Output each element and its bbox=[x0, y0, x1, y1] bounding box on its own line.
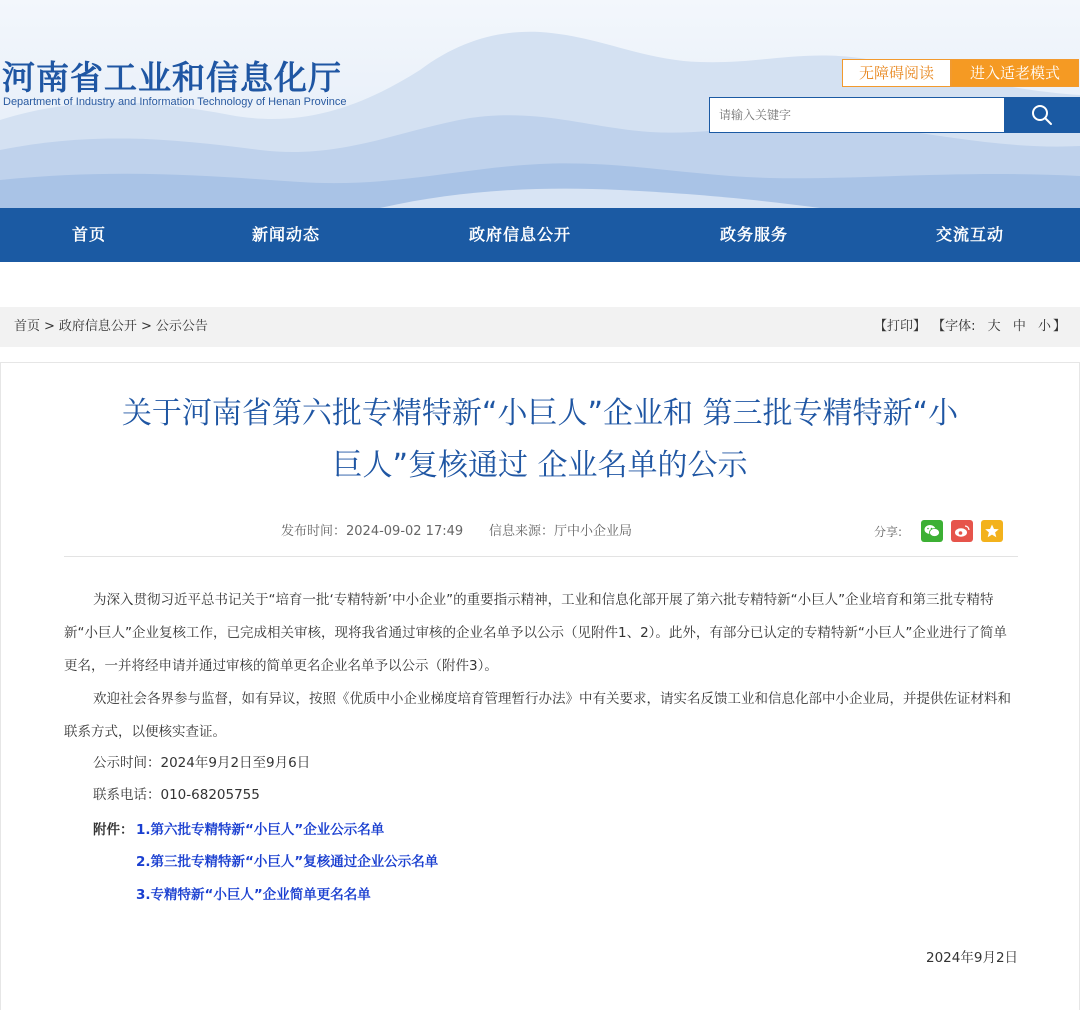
site-logo-subtitle: Department of Industry and Information Technology of Henan Province bbox=[3, 96, 347, 108]
attachment-link-1[interactable]: 1.第六批专精特新“小巨人”企业公示名单 bbox=[136, 822, 385, 838]
favorite-share-icon[interactable] bbox=[981, 520, 1003, 542]
breadcrumb-home[interactable]: 首页 bbox=[14, 319, 41, 334]
nav-item-gov-info[interactable]: 政府信息公开 bbox=[469, 225, 572, 244]
search-button[interactable] bbox=[1004, 97, 1080, 133]
font-size-label: 【字体: bbox=[932, 319, 976, 334]
weibo-glyph bbox=[954, 524, 970, 538]
info-source: 信息来源：厅中小企业局 bbox=[489, 524, 633, 539]
meta-divider bbox=[64, 556, 1018, 557]
star-glyph bbox=[984, 523, 1000, 539]
search-input[interactable] bbox=[710, 98, 1004, 132]
attachment-link-2[interactable]: 2.第三批专精特新“小巨人”复核通过企业公示名单 bbox=[136, 854, 439, 870]
font-large-button[interactable]: 大 bbox=[987, 319, 1001, 334]
breadcrumb-notice[interactable]: 公示公告 bbox=[155, 319, 208, 334]
article-title-line1: 关于河南省第六批专精特新“小巨人”企业和 第三批专精特新“小 bbox=[121, 396, 959, 431]
wechat-glyph bbox=[924, 524, 940, 538]
article-paragraph-1: 为深入贯彻习近平总书记关于“培育一批‘专精特新’中小企业”的重要指示精神，工业和信息化部开展了第六批专精特新“小巨人”企业培育和第三批专精特新“小巨人”企业复核工作，已完成相关审核，现将我省通过审核的企业名单予以公示（见附件1、2）。此外，有部分已认定的专精特新“小巨人”企业进行了简单更名，一并将经申请并通过审核的简单更名企业名单予以公示（附件3）。 bbox=[64, 592, 1007, 674]
publish-time: 发布时间：2024-09-02 17:49 bbox=[281, 524, 464, 539]
site-logo-title[interactable]: 河南省工业和信息化厅 bbox=[2, 58, 342, 97]
elder-mode-button[interactable]: 进入适老模式 bbox=[951, 59, 1079, 87]
article-title-line2: 巨人”复核通过 企业名单的公示 bbox=[332, 448, 748, 483]
contact-phone: 联系电话：010-68205755 bbox=[93, 787, 260, 803]
print-button[interactable]: 【打印】 bbox=[873, 319, 926, 334]
breadcrumb-bar bbox=[0, 307, 1080, 347]
page-tools bbox=[872, 307, 1066, 347]
article-title bbox=[60, 388, 1020, 492]
wechat-share-icon[interactable] bbox=[921, 520, 943, 542]
sign-date: 2024年9月2日 bbox=[926, 950, 1019, 966]
article-paragraph-2: 欢迎社会各界参与监督，如有异议，按照《优质中小企业梯度培育管理暂行办法》中有关要求，请实名反馈工业和信息化部中小企业局，并提供佐证材料和联系方式，以便核实查证。 bbox=[64, 691, 1011, 740]
font-small-button[interactable]: 小 bbox=[1037, 319, 1051, 334]
font-medium-button[interactable]: 中 bbox=[1012, 319, 1026, 334]
weibo-share-icon[interactable] bbox=[951, 520, 973, 542]
share-label: 分享: bbox=[874, 525, 903, 539]
breadcrumb bbox=[14, 307, 208, 347]
nav-item-news[interactable]: 新闻动态 bbox=[252, 225, 321, 244]
nav-item-home[interactable]: 首页 bbox=[72, 225, 107, 244]
breadcrumb-gov-info[interactable]: 政府信息公开 bbox=[58, 319, 137, 334]
site-header bbox=[0, 0, 1080, 208]
attachment-link-3[interactable]: 3.专精特新“小巨人”企业简单更名名单 bbox=[136, 887, 371, 903]
article-meta bbox=[0, 520, 1080, 542]
accessibility-reading-button[interactable]: 无障碍阅读 bbox=[842, 59, 951, 87]
font-size-close: 】 bbox=[1052, 319, 1066, 334]
search-icon bbox=[1031, 104, 1053, 126]
breadcrumb-separator: > bbox=[140, 319, 152, 334]
attachments-label: 附件： bbox=[93, 822, 134, 838]
breadcrumb-separator: > bbox=[44, 319, 55, 334]
search-field-wrapper bbox=[709, 97, 1004, 133]
notice-time: 公示时间：2024年9月2日至9月6日 bbox=[93, 755, 311, 771]
nav-item-gov-service[interactable]: 政务服务 bbox=[720, 225, 789, 244]
main-nav bbox=[0, 208, 1080, 262]
nav-item-interaction[interactable]: 交流互动 bbox=[936, 225, 1005, 244]
